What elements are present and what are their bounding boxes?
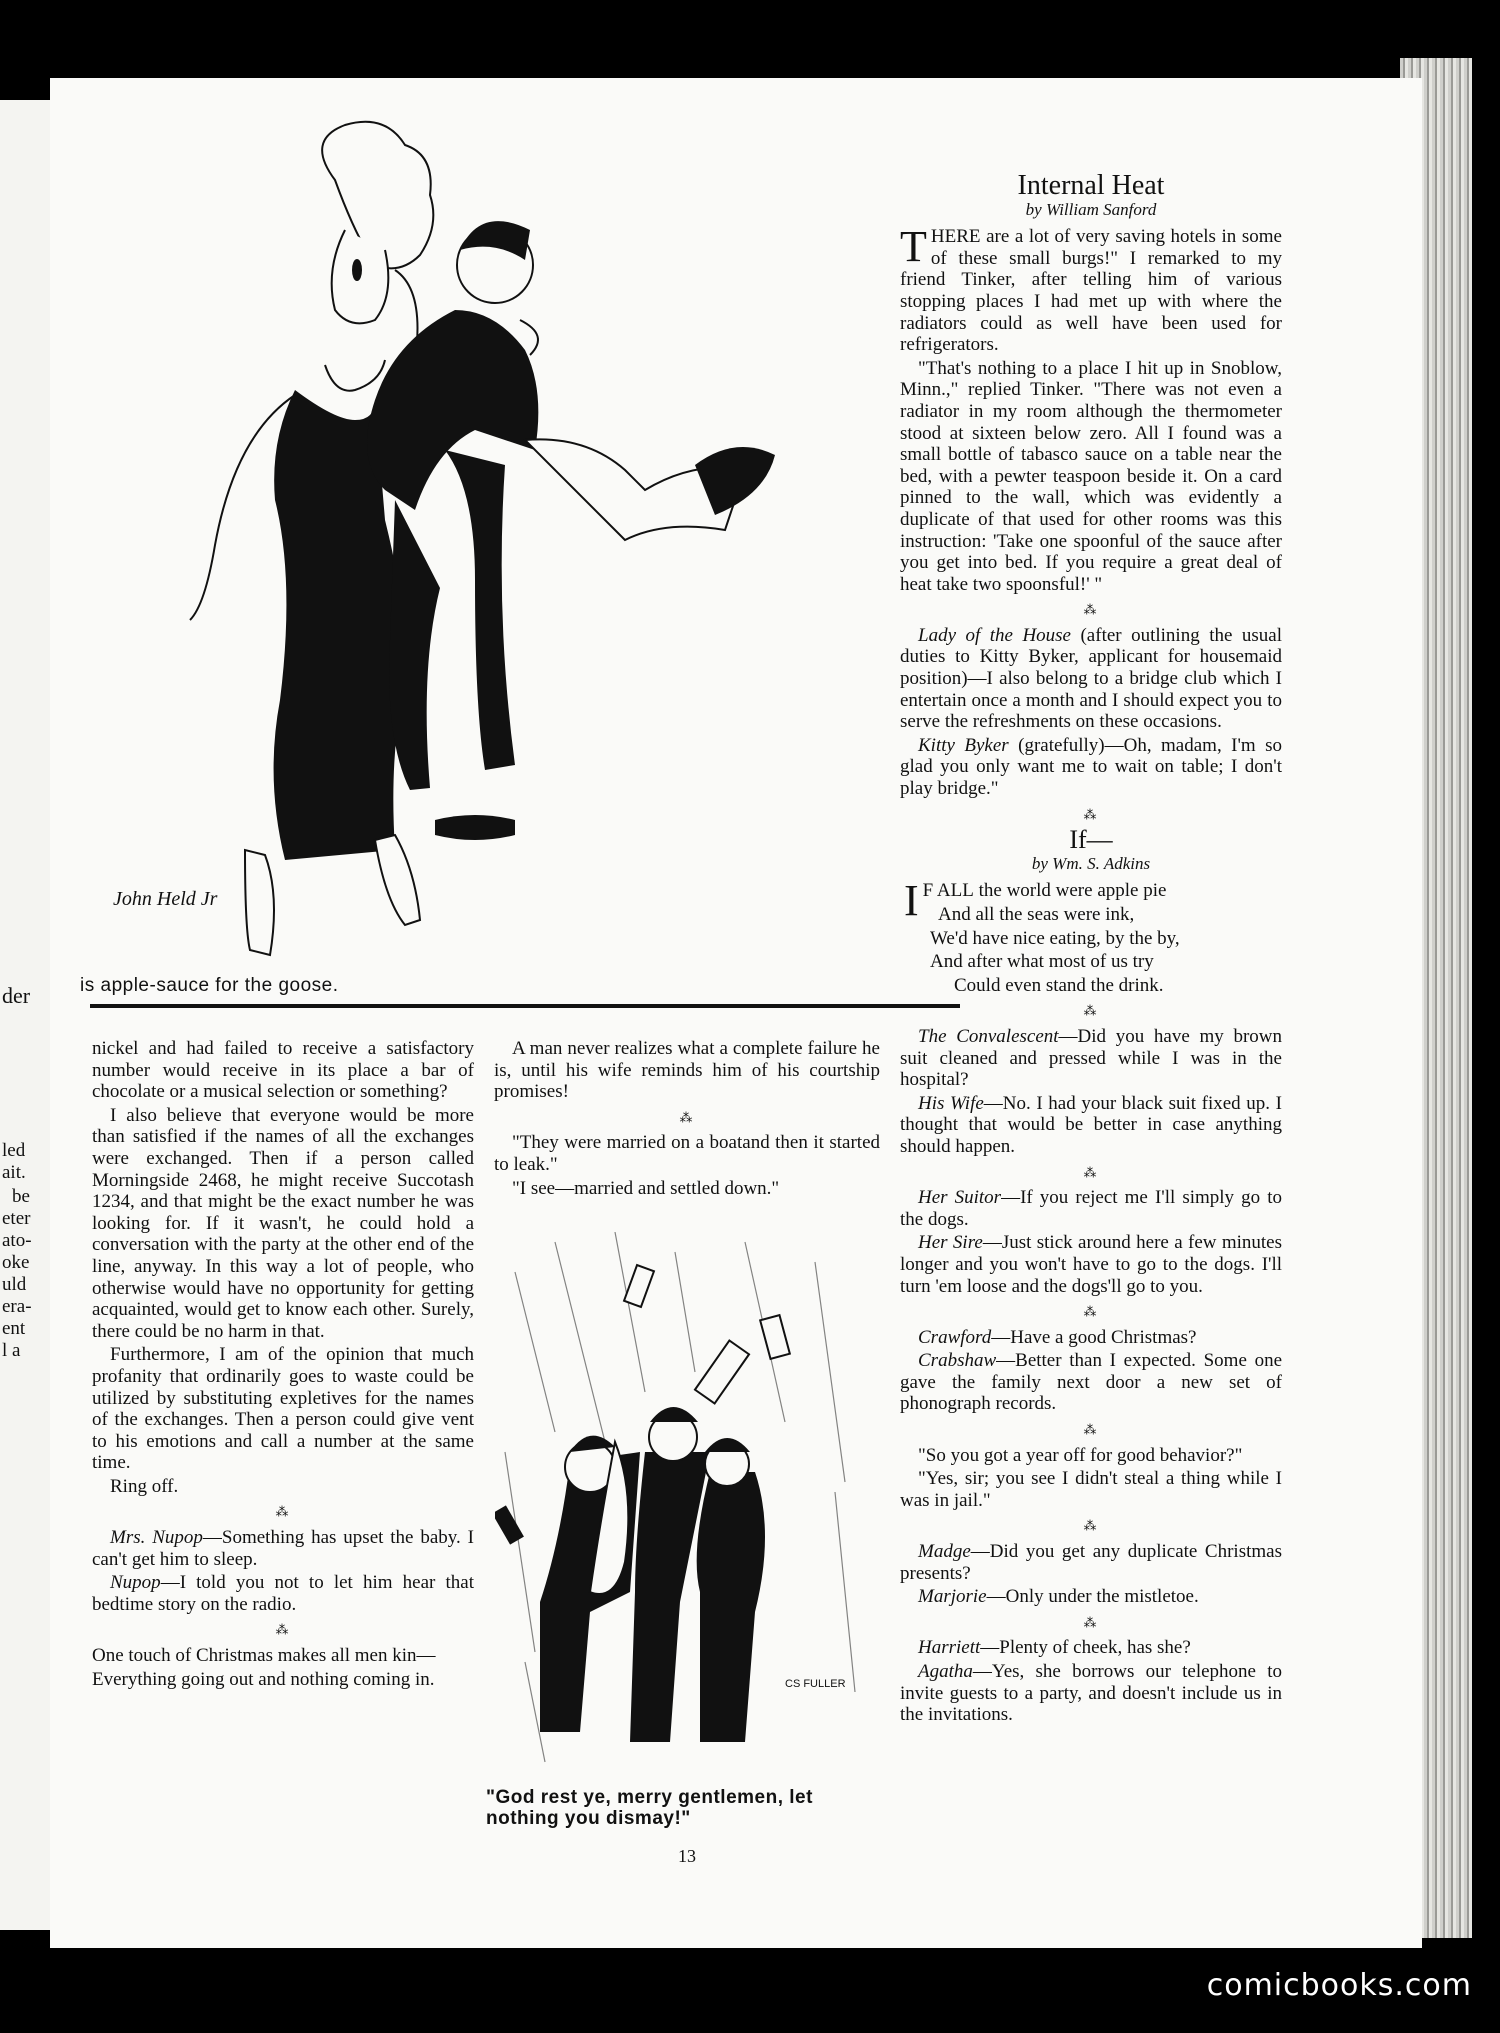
fragment-text: led (2, 1140, 26, 1161)
joke-line: "So you got a year off for good behavior?" (918, 1444, 1243, 1466)
speaker: Madge (918, 1541, 971, 1563)
joke-line: The Convalescent—Did you have my brown suit cleaned and pressed while I was in the hospital? (900, 1025, 1282, 1091)
fragment-text: be (12, 1186, 30, 1207)
cartoon-caption: is apple-sauce for the goose. (80, 975, 339, 996)
separator: ⁂ (275, 1622, 291, 1638)
fragment-text: ait. (2, 1162, 26, 1183)
paragraph: nickel and had failed to receive a satisfactory number would receive in its place a bar of chocolate or a musical selection or something? (92, 1038, 474, 1103)
separator: ⁂ (1083, 602, 1099, 618)
signature: CS FULLER (785, 1678, 846, 1690)
fragment-text: der (2, 983, 31, 1008)
thrown-bottle (695, 1341, 749, 1404)
thrown-brick (624, 1265, 654, 1307)
speaker: Nupop (110, 1572, 161, 1594)
joke-line: "Yes, sir; you see I didn't steal a thing while I was in jail." (900, 1468, 1282, 1511)
article-title: Internal Heat (1017, 170, 1165, 201)
paragraph: THERE are a lot of very saving hotels in some of these small burgs!" I remarked to my friend Tinker, after telling him of various stopping places I had met up with where the radiators could as well have been used for refrigerators. (900, 222, 1282, 356)
site-watermark: comicbooks.com (1206, 1968, 1472, 2003)
fragment-text: ato- (2, 1230, 32, 1251)
speaker: Crawford (918, 1326, 992, 1348)
separator: ⁂ (1083, 1422, 1099, 1438)
joke-line: Nupop—I told you not to let him hear that bedtime story on the radio. (92, 1572, 474, 1615)
separator: ⁂ (1083, 1304, 1099, 1320)
separator: ⁂ (1083, 1518, 1099, 1534)
joke-line: Marjorie—Only under the mistletoe. (918, 1586, 1199, 1608)
horizontal-rule (90, 1004, 960, 1008)
joke-line: Her Suitor—If you reject me I'll simply go to the dogs. (900, 1187, 1282, 1230)
column-1 (92, 1038, 474, 1692)
paragraph: Furthermore, I am of the opinion that much profanity that ordinarily goes to waste could be utilized by substituting expletives for the names of the exchanges. Then a person could give vent to his emotions and call a number at the same time. (92, 1344, 474, 1474)
joke-line: Her Sire—Just stick around here a few minutes longer and you won't have to go to the dogs. I'll turn 'em loose and the dogs'll go to you. (900, 1232, 1283, 1297)
speaker: His Wife (918, 1092, 984, 1114)
paragraph: "That's nothing to a place I hit up in Snoblow, Minn.," replied Tinker. "There was not even a radiator in my room although the thermometer stood at sixteen below zero. All I found was a small bottle of tabasco sauce on a table near the bed, with a pewter teaspoon beside it. On a card pinned to the wall, which was evidently a duplicate of that used for other rooms was this instruction: 'Take one spoonful of the sauce after you get into bed. If you require a great deal of heat take two spoonsful!' " (900, 357, 1282, 595)
cartoon-caption: "God rest ye, merry gentlemen, let nothing you dismay!" (486, 1787, 813, 1829)
caroler-middle (630, 1452, 710, 1742)
separator: ⁂ (1083, 1164, 1099, 1180)
separator: ⁂ (1083, 1003, 1099, 1019)
poem-byline: by Wm. S. Adkins (1031, 853, 1151, 873)
fragment-text: eter (2, 1208, 31, 1229)
carolers-illustration (495, 1232, 875, 1787)
joke-line: Everything going out and nothing coming in. (92, 1668, 435, 1690)
speaker: Harriett (918, 1637, 981, 1659)
fragment-text: era- (2, 1296, 32, 1317)
tailcoat (367, 310, 538, 510)
separator: ⁂ (275, 1504, 291, 1520)
speaker: Crabshaw (918, 1350, 997, 1372)
couple-illustration (95, 120, 895, 965)
fragment-text: uld (2, 1274, 27, 1295)
fragment-text: l a (2, 1340, 21, 1361)
fragment-text: oke (2, 1252, 30, 1273)
page-number: 13 (678, 1846, 696, 1866)
paragraph: Ring off. (110, 1475, 179, 1497)
joke-line: Mrs. Nupop—Something has upset the baby. I can't get him to sleep. (92, 1527, 474, 1570)
joke-line: Lady of the House (after outlining the usual duties to Kitty Byker, applicant for housemaid position)—I also belong to a bridge club which I entertain once a month and I should expect you to serve the refreshments on these occasions. (900, 624, 1282, 733)
joke-line: Agatha—Yes, she borrows our telephone to invite guests to a party, and doesn't include us in the invitations. (900, 1661, 1282, 1726)
joke-line: Crawford—Have a good Christmas? (918, 1326, 1197, 1348)
joke-line: One touch of Christmas makes all men kin— (92, 1645, 436, 1667)
joke-line: Madge—Did you get any duplicate Christmas presents? (900, 1541, 1282, 1584)
signature: John Held Jr (113, 888, 218, 910)
speaker: Lady of the House (918, 624, 1071, 646)
joke-line: Harriett—Plenty of cheek, has she? (918, 1637, 1191, 1659)
speaker: Agatha (918, 1661, 973, 1682)
speaker: Her Sire (918, 1232, 983, 1254)
column-2 (494, 1038, 880, 1201)
joke-line: A man never realizes what a complete failure he is, until his wife reminds him of his courtship promises! (494, 1038, 880, 1103)
paragraph: I also believe that everyone would be more than satisfied if the names of all the exchanges were exchanged. Then if a person called Morningside 2468, he might receive Succotash 1234, and that might be the exact number he was looking for. If it wasn't, he could hold a conversation with the party at the other end of the line, anyway. In this way a lot of people, who otherwise would have no opportunity for getting acquainted, would get to know each other. Surely, there could be no harm in that. (92, 1104, 474, 1342)
separator: ⁂ (1083, 806, 1099, 822)
joke-line: His Wife—No. I had your black suit fixed up. I thought that would be better in case anything should happen. (900, 1092, 1282, 1157)
caroler-right (697, 1472, 765, 1742)
fragment-text: ent (2, 1318, 26, 1339)
article-byline: by William Sanford (1025, 199, 1157, 219)
drop-cap: T (900, 222, 927, 272)
speaker: Her Suitor (918, 1187, 1002, 1209)
joke-line: Kitty Byker (gratefully)—Oh, madam, I'm so glad you only want me to wait on table; I don't play bridge." (900, 734, 1282, 800)
column-3 (900, 170, 1283, 1728)
drop-cap: I (904, 876, 919, 926)
speaker: Marjorie (918, 1586, 987, 1608)
poem: I F ALL the world were apple pie And all the seas were ink, We'd have nice eating, by the by, And after what most of us try Could even stand the drink. (904, 876, 1180, 996)
bottle (495, 1505, 524, 1544)
joke-line: "I see—married and settled down." (512, 1177, 780, 1199)
joke-line: Crabshaw—Better than I expected. Some one gave the family next door a new set of phonograph records. (900, 1350, 1282, 1415)
separator: ⁂ (679, 1109, 695, 1125)
poem-title: If— (1069, 825, 1113, 855)
speaker: Kitty Byker (918, 734, 1009, 756)
separator: ⁂ (1083, 1614, 1099, 1630)
speaker: The Convalescent (918, 1025, 1059, 1047)
speaker: Mrs. Nupop (110, 1527, 203, 1549)
joke-line: "They were married on a boatand then it started to leak." (494, 1132, 880, 1175)
